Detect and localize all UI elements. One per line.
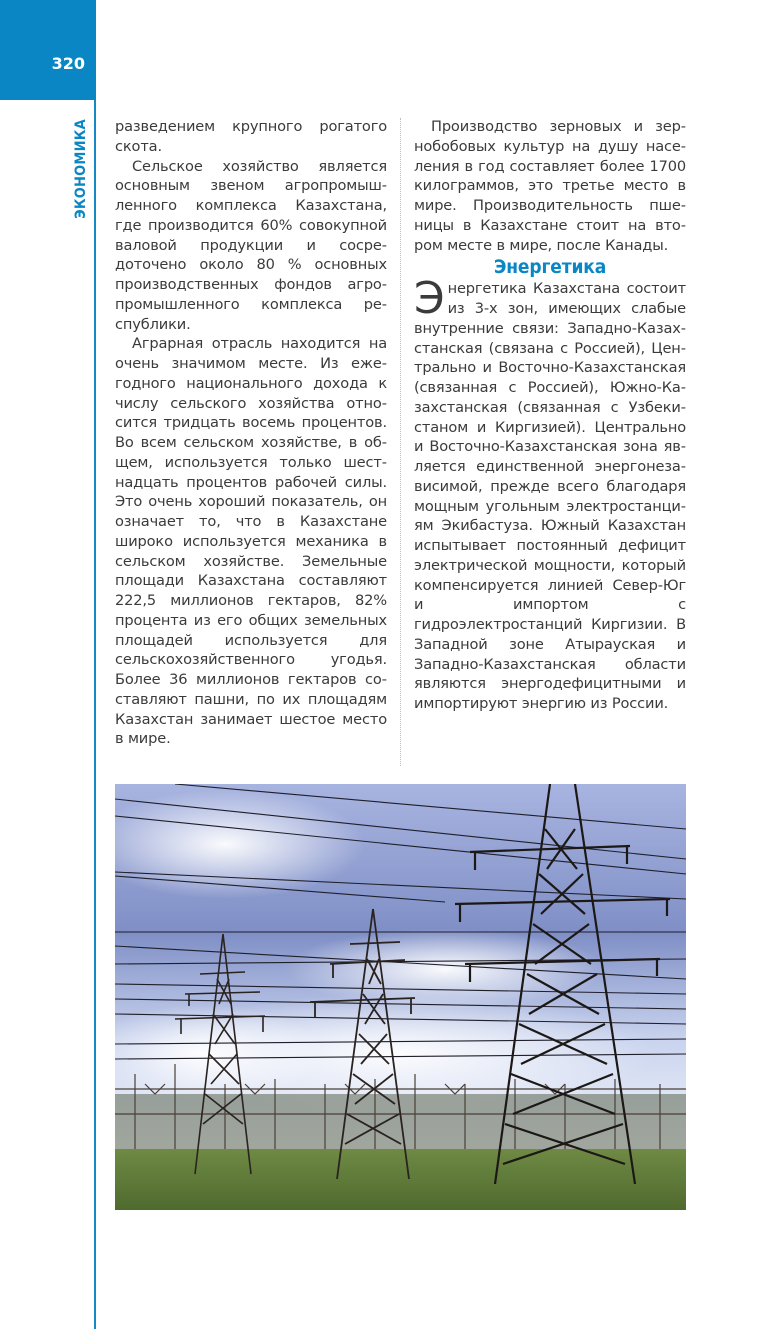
left-column	[115, 117, 387, 749]
paragraph: Аграрная отрасль находится на очень значимом месте. Из ежегодного национального дохода к числу сельского хозяйства относится тридцать восемь процентов. Во всем сельском хозяйстве, в общем, используется только шестнадцать процентов рабочей силы. Это очень хороший показатель, он означает то, что в Казахстане широко используется механика в сельском хозяйстве. Земельные площади Казахстана составляют 222,5 миллионов гектаров, 82% процента из его общих земельных площадей используется для сельскохозяйственного угодья. Более 36 миллионов гектаров составляют пашни, по их площадям Казахстан занимает шестое место в мире.	[115, 335, 387, 748]
paragraph: Производство зерновых и зернобобовых культур на душу населения в год составляет более 1700 килограммов, это третье место в мире. Производительность пшеницы в Казахстане стоит на втором месте в мире, после Канады.	[414, 118, 686, 254]
dropcap-letter: Э	[414, 273, 445, 325]
section-label-text: ЭКОНОМИКА	[73, 119, 90, 219]
page-number-tab	[0, 0, 96, 100]
paragraph-text: нергетика Казахстана состоит из 3-х зон, имеющих слабые внутренние связи: Западно-Казахстанская (связана с Россией), Центрально и Восточно-Казахстанская (связанная с Россией), Южно-Казахстанская (связанная с Узбекистаном и Киргизией). Центрально и Восточно-Казахстанская зона является единственной энергонезависимой, прежде всего благодаря мощным угольным электростанциям Экибастуза. Южный Казахстан испытывает постоянный дефицит электрической мощности, который компенсируется линией Север-Юг и импортом с гидроэлектростанций Киргизии. В Западной зоне Атырауская и Западно-Казахстанская области являются энергодефицитными и импортируют энергию из России.	[414, 280, 686, 712]
section-heading: Энергетика	[493, 256, 607, 279]
grass-field	[115, 1149, 686, 1210]
power-lines-photo	[115, 784, 686, 1210]
section-label	[70, 118, 92, 220]
page-number: 320	[51, 54, 85, 73]
right-column	[414, 117, 686, 714]
paragraph: разведением крупного рогатого скота.	[115, 118, 387, 155]
side-rule	[94, 100, 96, 1329]
dropcap-paragraph	[414, 273, 686, 714]
power-towers-illustration	[115, 784, 686, 1210]
column-divider	[400, 118, 401, 766]
paragraph: Сельское хозяйство является основным звеном агропромышленного комплекса Казахстана, где производится 60% совокупной валовой продукции и сосредоточено около 80 % основных производственных фондов агропромышленного комплекса республики.	[115, 157, 387, 333]
